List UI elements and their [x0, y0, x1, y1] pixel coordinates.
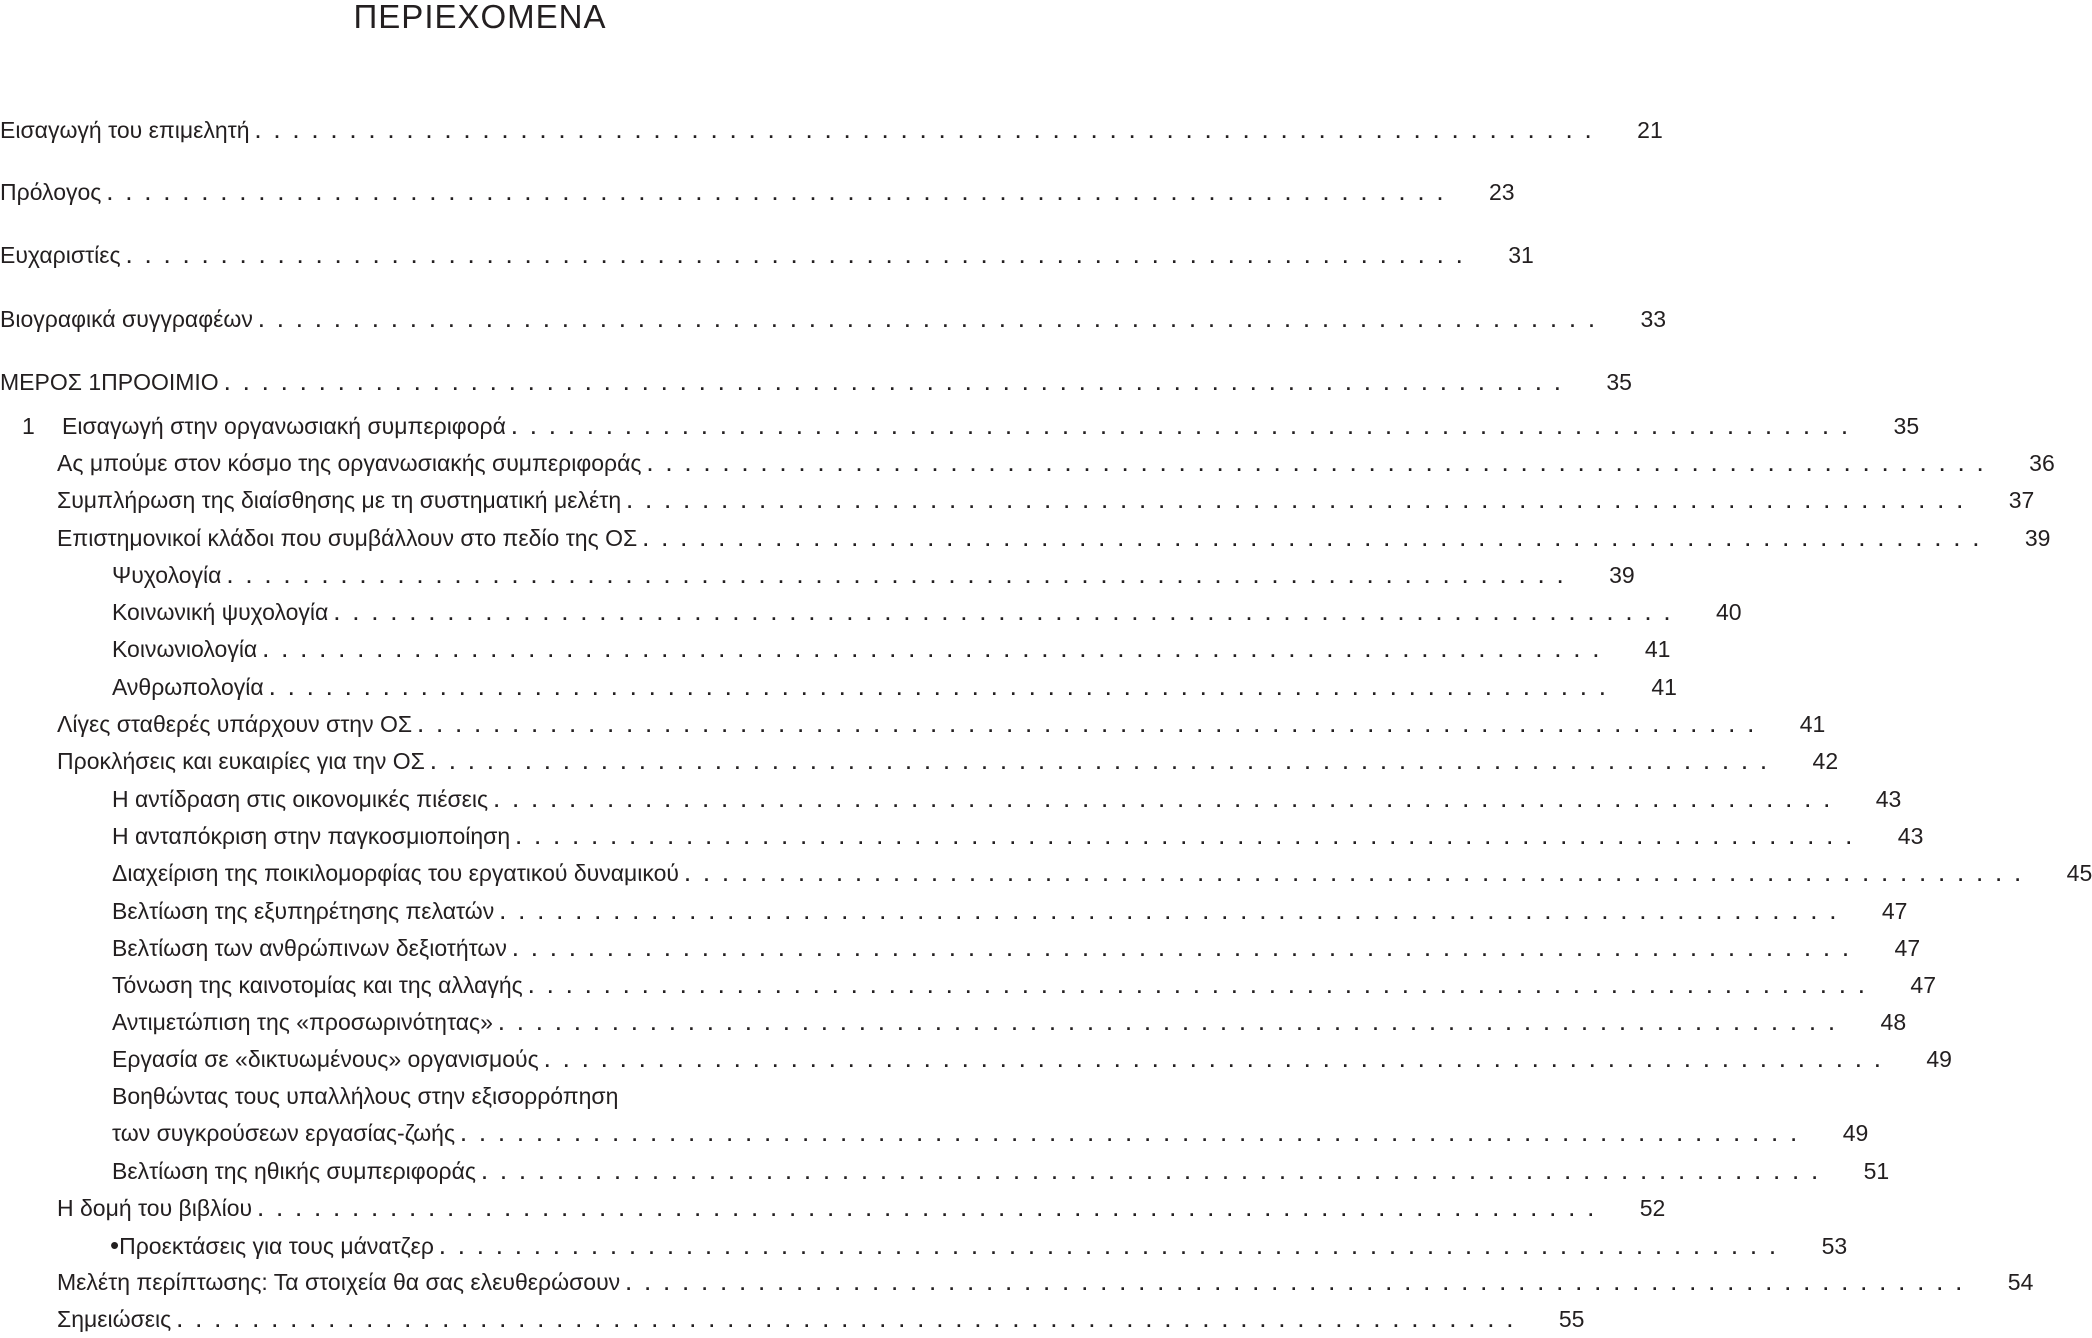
toc-entry[interactable]: [112, 970, 1936, 1002]
toc-entry[interactable]: [0, 177, 1515, 209]
toc-chapter-entry[interactable]: [22, 411, 1920, 443]
toc-entry-title: Βιογραφικά συγγραφέων: [0, 306, 253, 332]
dot-leader: . . . . . . . . . . . . . . . . . . . . . . . . . . . . . . . . . . . . . . . . . . . . . . . . . . . . . . . . . . . . . . . . . . . . . . .: [263, 641, 1603, 661]
dot-leader: . . . . . . . . . . . . . . . . . . . . . . . . . . . . . . . . . . . . . . . . . . . . . . . . . . . . . . . . . . . . . . . . . . . . . . .: [177, 1311, 1517, 1331]
toc-page-number: 41: [1651, 674, 1677, 700]
dot-leader: . . . . . . . . . . . . . . . . . . . . . . . . . . . . . . . . . . . . . . . . . . . . . . . . . . . . . . . . . . . . . . . . . . . . . . .: [439, 1238, 1780, 1258]
dot-leader: . . . . . . . . . . . . . . . . . . . . . . . . . . . . . . . . . . . . . . . . . . . . . . . . . . . . . . . . . . . . . . . . . . . . . . .: [461, 1125, 1801, 1145]
toc-page-number: 35: [1606, 369, 1632, 395]
toc-entry-title: Συμπλήρωση της διαίσθησης με τη συστηματική μελέτη: [57, 487, 622, 513]
dot-leader: . . . . . . . . . . . . . . . . . . . . . . . . . . . . . . . . . . . . . . . . . . . . . . . . . . . . . . . . . . . . . . . . . . . . . . .: [544, 1051, 1885, 1071]
toc-entry[interactable]: [112, 634, 1671, 666]
dot-leader: . . . . . . . . . . . . . . . . . . . . . . . . . . . . . . . . . . . . . . . . . . . . . . . . . . . . . . . . . . . . . . . . . . . . . . .: [107, 184, 1448, 204]
toc-entry[interactable]: [0, 304, 1667, 336]
toc-entry-title: Αντιμετώπιση της «προσωρινότητας»: [112, 1009, 493, 1035]
toc-entry-title: Μελέτη περίπτωσης: Τα στοιχεία θα σας ελευθερώσουν: [57, 1269, 621, 1295]
dot-leader: . . . . . . . . . . . . . . . . . . . . . . . . . . . . . . . . . . . . . . . . . . . . . . . . . . . . . . . . . . . . . . . . . . . . . . .: [430, 753, 1771, 773]
dot-leader: . . . . . . . . . . . . . . . . . . . . . . . . . . . . . . . . . . . . . . . . . . . . . . . . . . . . . . . . . . . . . . . . . . . . . . .: [418, 716, 1758, 736]
toc-page-number: 33: [1640, 306, 1667, 332]
toc-page-number: 37: [2008, 487, 2035, 513]
toc-page-number: 23: [1489, 179, 1515, 205]
dot-leader: . . . . . . . . . . . . . . . . . . . . . . . . . . . . . . . . . . . . . . . . . . . . . . . . . . . . . . . . . . . . . . . . . . . . . . .: [334, 604, 1674, 624]
toc-page-number: 41: [1799, 711, 1826, 737]
toc-entry-title: Η δομή του βιβλίου: [57, 1195, 253, 1221]
toc-page-number: 47: [1894, 935, 1921, 961]
toc-entry[interactable]: [57, 746, 1839, 778]
toc-bullet-entry[interactable]: [110, 1230, 1848, 1263]
toc-entry-title: Κοινωνική ψυχολογία: [112, 599, 329, 625]
toc-page-number: 54: [2007, 1269, 2034, 1295]
toc-entry[interactable]: [112, 672, 1677, 704]
toc-entry-title: Βελτίωση της ηθικής συμπεριφοράς: [112, 1158, 476, 1184]
toc-entry[interactable]: [57, 448, 2055, 480]
toc-page-number: 53: [1821, 1233, 1848, 1259]
toc-page-number: 36: [2029, 450, 2055, 476]
toc-entry[interactable]: [57, 1193, 1666, 1225]
toc-entry-title: ΠΡΟΟΙΜΙΟ: [101, 369, 219, 395]
dot-leader: . . . . . . . . . . . . . . . . . . . . . . . . . . . . . . . . . . . . . . . . . . . . . . . . . . . . . . . . . . . . . . . . . . . . . . .: [224, 374, 1565, 394]
dot-leader: . . . . . . . . . . . . . . . . . . . . . . . . . . . . . . . . . . . . . . . . . . . . . . . . . . . . . . . . . . . . . . . . . . . . . . .: [627, 492, 1967, 512]
dot-leader: . . . . . . . . . . . . . . . . . . . . . . . . . . . . . . . . . . . . . . . . . . . . . . . . . . . . . . . . . . . . . . . . . . . . . . .: [626, 1274, 1966, 1294]
toc-page-number: 21: [1637, 117, 1663, 143]
dot-leader: . . . . . . . . . . . . . . . . . . . . . . . . . . . . . . . . . . . . . . . . . . . . . . . . . . . . . . . . . . . . . . . . . . . . . . .: [481, 1163, 1822, 1183]
toc-part-entry[interactable]: [0, 367, 1632, 399]
dot-leader: . . . . . . . . . . . . . . . . . . . . . . . . . . . . . . . . . . . . . . . . . . . . . . . . . . . . . . . . . . . . . . . . . . . . . . .: [647, 455, 1988, 475]
toc-entry[interactable]: [112, 896, 1908, 928]
toc-page-number: 49: [1842, 1120, 1869, 1146]
toc-entry-title: Ανθρωπολογία: [112, 674, 264, 700]
toc-page-number: 31: [1508, 242, 1534, 268]
toc-entry-title: των συγκρούσεων εργασίας-ζωής: [112, 1120, 456, 1146]
toc-entry-title: Ψυχολογία: [112, 562, 222, 588]
toc-entry-title: Η ανταπόκριση στην παγκοσμιοποίηση: [112, 823, 511, 849]
dot-leader: . . . . . . . . . . . . . . . . . . . . . . . . . . . . . . . . . . . . . . . . . . . . . . . . . . . . . . . . . . . . . . . . . . . . . . .: [258, 1200, 1598, 1220]
dot-leader: . . . . . . . . . . . . . . . . . . . . . . . . . . . . . . . . . . . . . . . . . . . . . . . . . . . . . . . . . . . . . . . . . . . . . . .: [512, 940, 1853, 960]
toc-entry[interactable]: [57, 485, 2035, 517]
toc-entry-title: Κοινωνιολογία: [112, 636, 258, 662]
dot-leader: . . . . . . . . . . . . . . . . . . . . . . . . . . . . . . . . . . . . . . . . . . . . . . . . . . . . . . . . . . . . . . . . . . . . . . .: [516, 828, 1856, 848]
dot-leader: . . . . . . . . . . . . . . . . . . . . . . . . . . . . . . . . . . . . . . . . . . . . . . . . . . . . . . . . . . . . . . . . . . . . . . .: [494, 791, 1834, 811]
toc-entry-title-line1[interactable]: Βοηθώντας τους υπαλλήλους στην εξισορρόπηση: [112, 1083, 619, 1109]
toc-page-number: 48: [1880, 1009, 1907, 1035]
toc-page-number: 49: [1926, 1046, 1952, 1072]
toc-entry-title: Βελτίωση της εξυπηρέτησης πελατών: [112, 898, 495, 924]
toc-entry-title: Ευχαριστίες: [0, 242, 121, 268]
dot-leader: . . . . . . . . . . . . . . . . . . . . . . . . . . . . . . . . . . . . . . . . . . . . . . . . . . . . . . . . . . . . . . . . . . . . . . .: [498, 1014, 1839, 1034]
toc-entry-title: Τόνωση της καινοτομίας και της αλλαγής: [112, 972, 523, 998]
toc-entry-title: Πρόλογος: [0, 179, 102, 205]
toc-entry[interactable]: [57, 523, 2051, 555]
toc-entry-title: Προκλήσεις και ευκαιρίες για την ΟΣ: [57, 748, 425, 774]
dot-leader: . . . . . . . . . . . . . . . . . . . . . . . . . . . . . . . . . . . . . . . . . . . . . . . . . . . . . . . . . . . . . . . . . . . . . . .: [126, 247, 1467, 267]
toc-entry-title: Βελτίωση των ανθρώπινων δεξιοτήτων: [112, 935, 507, 961]
toc-page-number: 42: [1812, 748, 1839, 774]
dot-leader: . . . . . . . . . . . . . . . . . . . . . . . . . . . . . . . . . . . . . . . . . . . . . . . . . . . . . . . . . . . . . . . . . . . . . . .: [269, 679, 1610, 699]
toc-entry[interactable]: [112, 784, 1902, 816]
dot-leader: . . . . . . . . . . . . . . . . . . . . . . . . . . . . . . . . . . . . . . . . . . . . . . . . . . . . . . . . . . . . . . . . . . . . . . .: [528, 977, 1869, 997]
toc-page-number: 35: [1893, 413, 1920, 439]
toc-entry-title: Λίγες σταθερές υπάρχουν στην ΟΣ: [57, 711, 413, 737]
toc-entry[interactable]: [57, 1304, 1585, 1336]
toc-page-number: 39: [2024, 525, 2051, 551]
toc-entry[interactable]: [112, 858, 2092, 890]
toc-entry[interactable]: [0, 240, 1534, 272]
toc-entry[interactable]: [112, 1007, 1907, 1039]
toc-entry[interactable]: [57, 709, 1826, 741]
dot-leader: . . . . . . . . . . . . . . . . . . . . . . . . . . . . . . . . . . . . . . . . . . . . . . . . . . . . . . . . . . . . . . . . . . . . . . .: [685, 865, 2025, 885]
toc-entry[interactable]: [0, 115, 1663, 147]
toc-entry-title: Εισαγωγή στην οργανωσιακή συμπεριφορά: [62, 413, 506, 439]
toc-entry-title: Εργασία σε «δικτυωμένους» οργανισμούς: [112, 1046, 539, 1072]
toc-entry[interactable]: [112, 597, 1742, 629]
toc-page-number: 47: [1881, 898, 1908, 924]
toc-page-number: 55: [1558, 1306, 1585, 1332]
dot-leader: . . . . . . . . . . . . . . . . . . . . . . . . . . . . . . . . . . . . . . . . . . . . . . . . . . . . . . . . . . . . . . . . . . . . . . .: [500, 903, 1840, 923]
toc-page-number: 40: [1715, 599, 1742, 625]
toc-entry-title: Ας μπούμε στον κόσμο της οργανωσιακής συμπεριφοράς: [57, 450, 642, 476]
toc-part-label: ΜΕΡΟΣ 1: [0, 369, 102, 395]
toc-entry-title: Επιστημονικοί κλάδοι που συμβάλλουν στο πεδίο της ΟΣ: [57, 525, 638, 551]
toc-page-number: 47: [1910, 972, 1936, 998]
dot-leader: . . . . . . . . . . . . . . . . . . . . . . . . . . . . . . . . . . . . . . . . . . . . . . . . . . . . . . . . . . . . . . . . . . . . . . .: [511, 418, 1852, 438]
toc-entry-title: Προεκτάσεις για τους μάνατζερ: [119, 1233, 434, 1259]
toc-entry-title: Η αντίδραση στις οικονομικές πιέσεις: [112, 786, 489, 812]
toc-entry[interactable]: [112, 560, 1635, 592]
toc-entry-title: Σημειώσεις: [57, 1306, 172, 1332]
dot-leader: . . . . . . . . . . . . . . . . . . . . . . . . . . . . . . . . . . . . . . . . . . . . . . . . . . . . . . . . . . . . . . . . . . . . . . .: [643, 530, 1983, 550]
toc-entry[interactable]: [112, 1156, 1890, 1188]
dot-leader: . . . . . . . . . . . . . . . . . . . . . . . . . . . . . . . . . . . . . . . . . . . . . . . . . . . . . . . . . . . . . . . . . . . . . . .: [227, 567, 1568, 587]
toc-entry-title: Εισαγωγή του επιμελητή: [0, 117, 250, 143]
toc-entry[interactable]: [112, 933, 1921, 965]
toc-page-number: 52: [1639, 1195, 1666, 1221]
toc-entry-title: Διαχείριση της ποικιλομορφίας του εργατικού δυναμικού: [112, 860, 680, 886]
dot-leader: . . . . . . . . . . . . . . . . . . . . . . . . . . . . . . . . . . . . . . . . . . . . . . . . . . . . . . . . . . . . . . . . . . . . . . .: [255, 122, 1596, 142]
toc-entry[interactable]: [112, 821, 1924, 853]
toc-page-number: 41: [1644, 636, 1671, 662]
toc-entry[interactable]: [57, 1267, 2034, 1299]
toc-page-number: 39: [1609, 562, 1635, 588]
toc-page-number: 43: [1875, 786, 1902, 812]
bullet-icon: •: [110, 1230, 120, 1260]
dot-leader: . . . . . . . . . . . . . . . . . . . . . . . . . . . . . . . . . . . . . . . . . . . . . . . . . . . . . . . . . . . . . . . . . . . . . . .: [258, 311, 1599, 331]
toc-page-number: 43: [1897, 823, 1924, 849]
toc-entry[interactable]: [112, 1044, 1952, 1076]
toc-page-number: 51: [1863, 1158, 1890, 1184]
toc-page-number: 45: [2066, 860, 2092, 886]
toc-entry[interactable]: [112, 1118, 1869, 1150]
page-title: ΠΕΡΙΕΧΟΜΕΝΑ: [353, 0, 607, 35]
toc-chapter-number: 1: [22, 413, 35, 439]
